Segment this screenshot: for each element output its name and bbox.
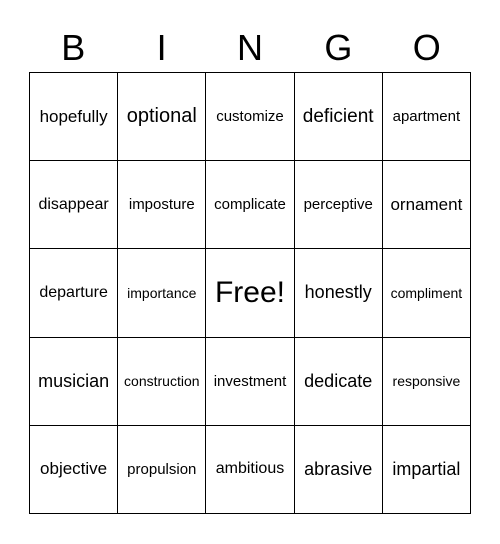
bingo-cell-r4c1[interactable]: musician [30, 338, 118, 426]
bingo-cell-r1c2[interactable]: optional [118, 73, 206, 161]
bingo-cell-r4c4[interactable]: dedicate [295, 338, 383, 426]
bingo-cell-r2c1[interactable]: disappear [30, 161, 118, 249]
header-letter-i: I [156, 27, 167, 68]
bingo-board [29, 72, 471, 514]
header-letter-b: B [61, 27, 86, 68]
header-letter-n: N [236, 27, 263, 68]
bingo-cell-r5c3[interactable]: ambitious [206, 426, 294, 514]
bingo-cell-r5c1[interactable]: objective [30, 426, 118, 514]
free-space-cell[interactable]: Free! [206, 249, 294, 337]
bingo-cell-r2c5[interactable]: ornament [383, 161, 471, 249]
bingo-cell-r5c4[interactable]: abrasive [295, 426, 383, 514]
bingo-cell-r3c4[interactable]: honestly [295, 249, 383, 337]
bingo-cell-r1c5[interactable]: apartment [383, 73, 471, 161]
bingo-header [29, 24, 471, 72]
bingo-cell-r1c4[interactable]: deficient [295, 73, 383, 161]
header-letter-o: O [412, 27, 441, 68]
bingo-cell-r2c2[interactable]: imposture [118, 161, 206, 249]
bingo-cell-r5c5[interactable]: impartial [383, 426, 471, 514]
bingo-cell-r1c3[interactable]: customize [206, 73, 294, 161]
bingo-cell-r4c3[interactable]: investment [206, 338, 294, 426]
bingo-cell-r4c2[interactable]: construction [118, 338, 206, 426]
bingo-cell-r1c1[interactable]: hopefully [30, 73, 118, 161]
bingo-cell-r5c2[interactable]: propulsion [118, 426, 206, 514]
header-letter-g: G [324, 27, 353, 68]
bingo-cell-r4c5[interactable]: responsive [383, 338, 471, 426]
bingo-cell-r2c4[interactable]: perceptive [295, 161, 383, 249]
bingo-cell-r3c2[interactable]: importance [118, 249, 206, 337]
bingo-cell-r2c3[interactable]: complicate [206, 161, 294, 249]
bingo-cell-r3c5[interactable]: compliment [383, 249, 471, 337]
bingo-cell-r3c1[interactable]: departure [30, 249, 118, 337]
